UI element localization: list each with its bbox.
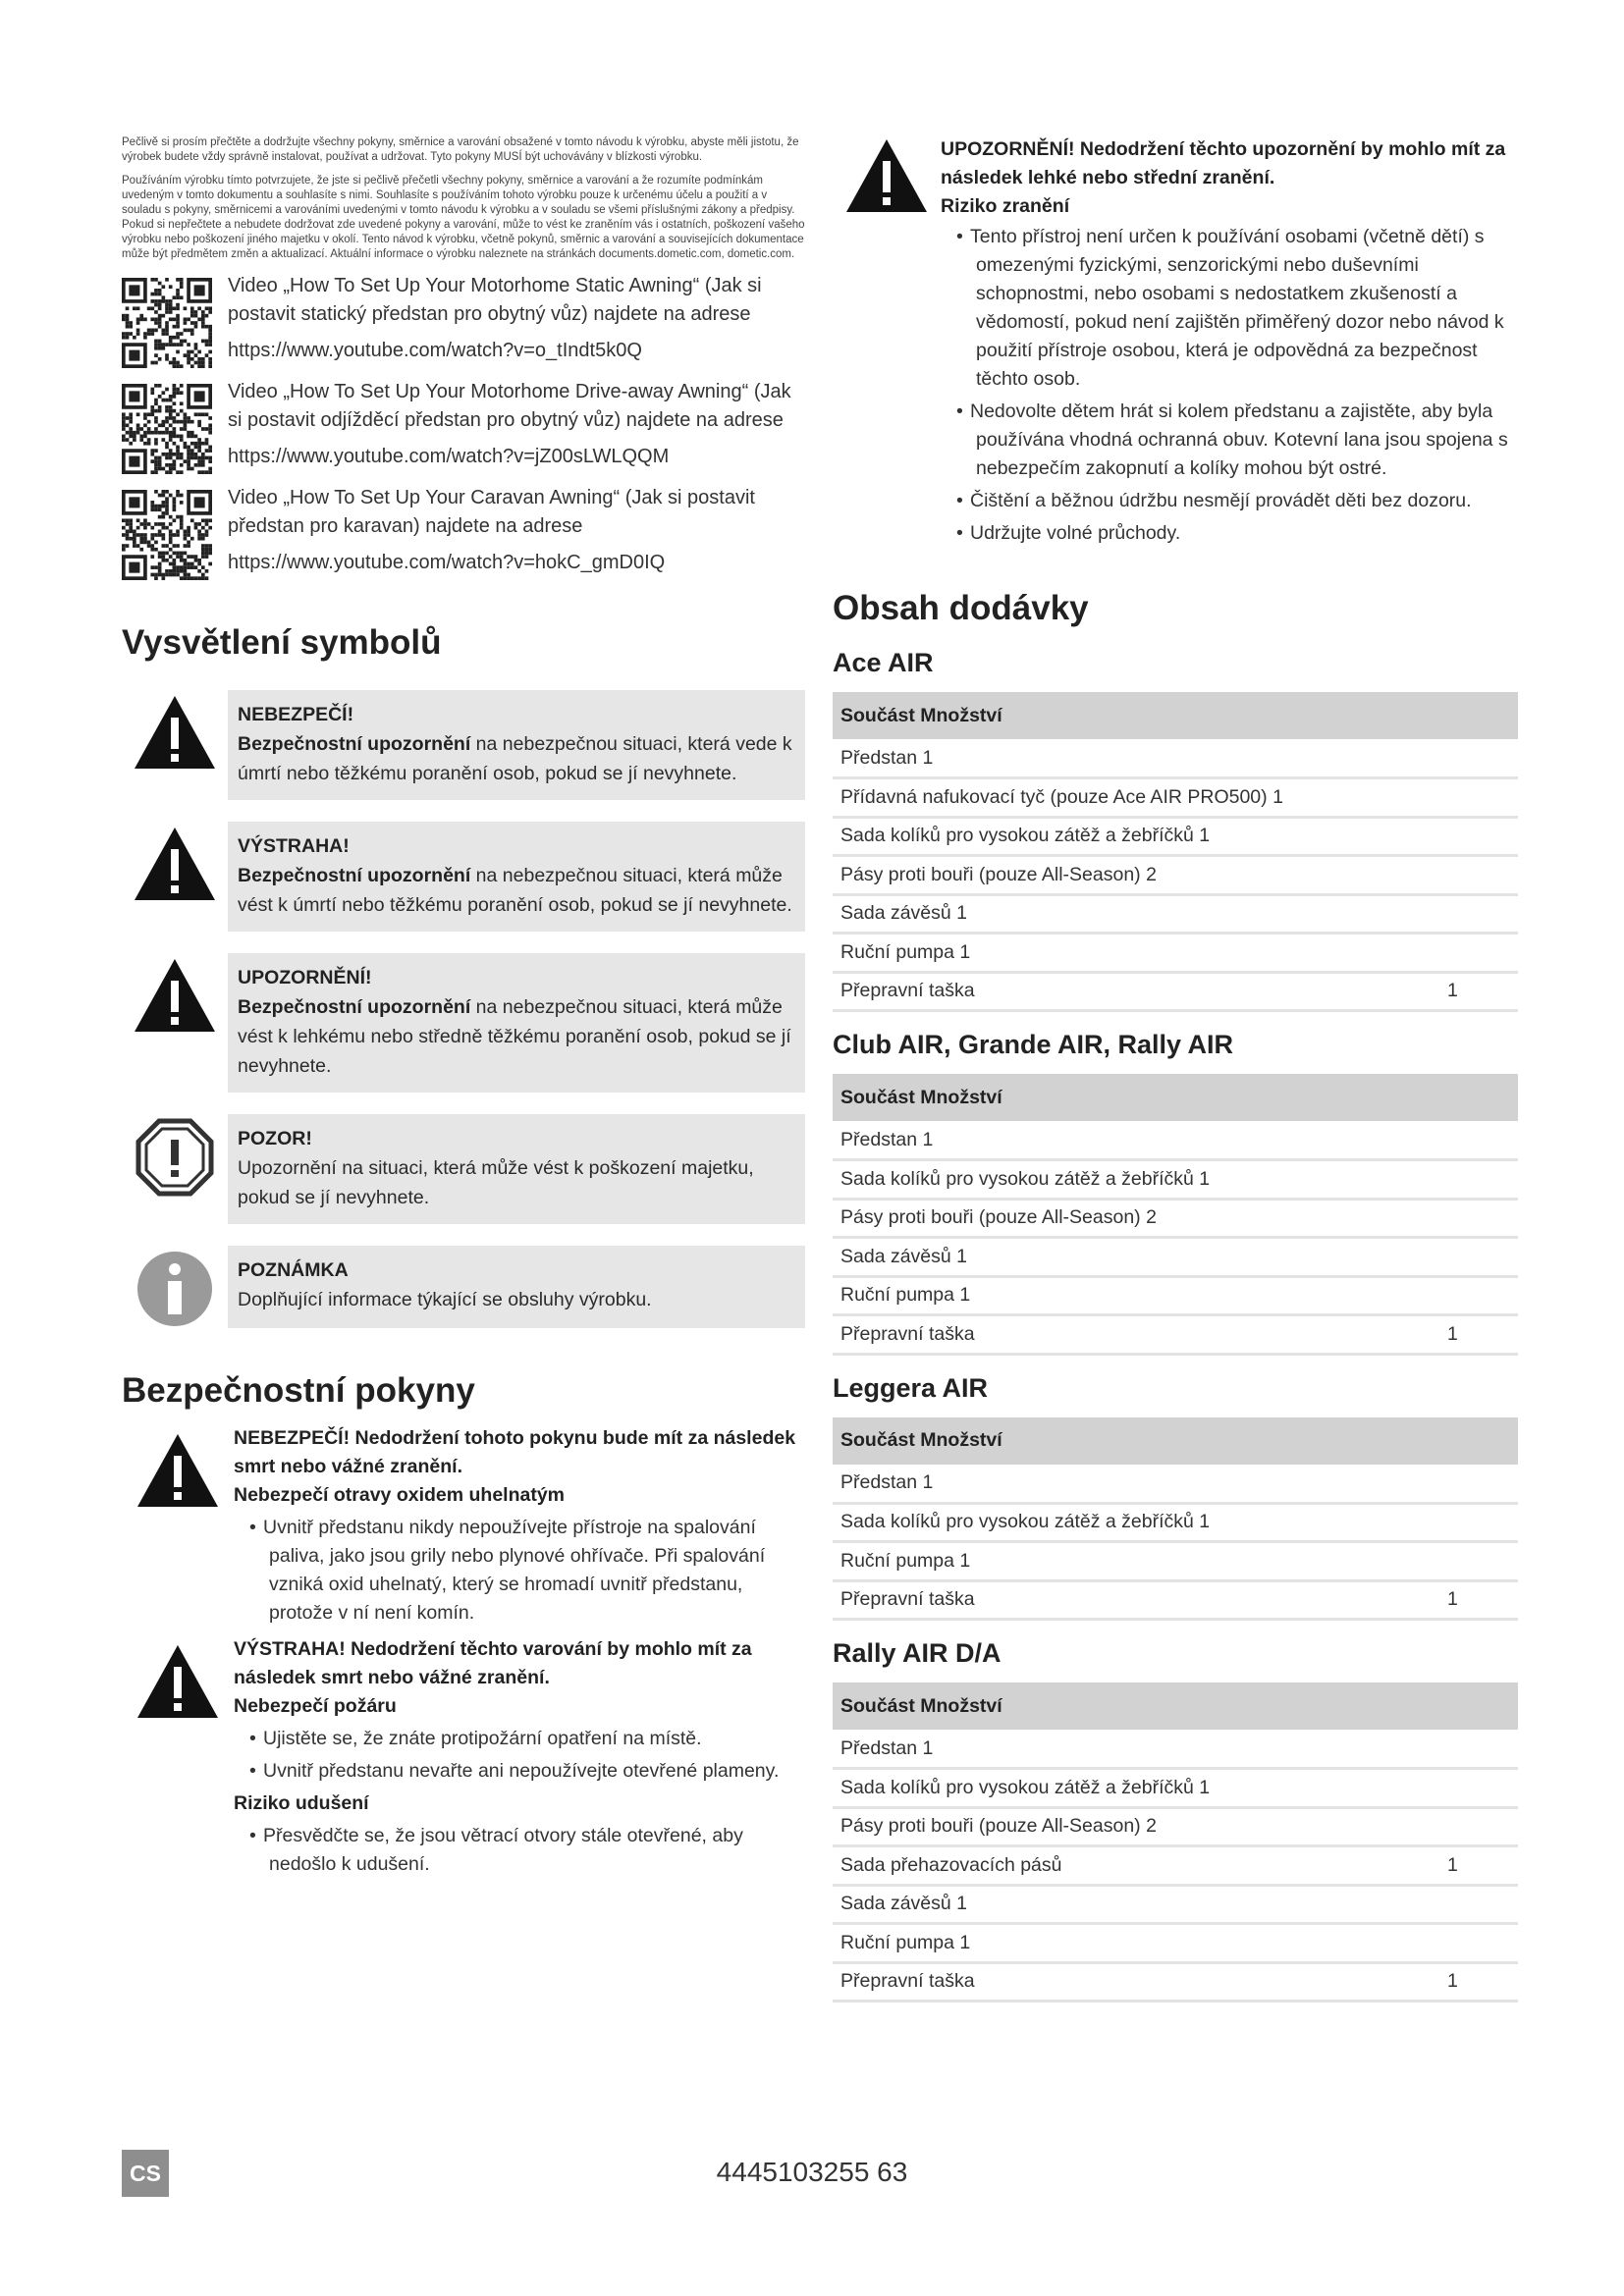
parts-table: [833, 1074, 1518, 1356]
table-row: [833, 894, 1518, 934]
product-heading: Leggera AIR: [833, 1372, 989, 1403]
quantity-cell: [1439, 1503, 1518, 1542]
quantity-cell: [1439, 1542, 1518, 1581]
part-name-cell: Ruční pumpa 1: [833, 1276, 1439, 1315]
part-name-cell: Sada závěsů 1: [833, 1885, 1439, 1924]
safety-caution-subheading: Riziko zranění: [941, 195, 1070, 217]
part-name-cell: Ruční pumpa 1: [833, 934, 1439, 973]
safety-bullet: • Tento přístroj není určen k používání osobami (včetně dětí) s omezenými fyzickými, senzorickými nebo duševními schopnostmi, nebo osobami s nedostatkem zkušeností a vědomostí, pokud není zajištěn přiměřený dozor nebo návod k použití přístroje osobou, která je odpovědná za bezpečnost těchto osob.: [941, 223, 1518, 394]
part-name-cell: Předstan 1: [833, 1465, 1439, 1504]
table-row: [833, 778, 1518, 818]
delivery-heading: Obsah dodávky: [833, 589, 1089, 627]
quantity-cell: [1439, 778, 1518, 818]
safety-danger-heading: NEBEZPEČÍ! Nedodržení tohoto pokynu bude mít za následek smrt nebo vážné zranění.: [234, 1427, 796, 1477]
part-name-cell: Pásy proti bouři (pouze All-Season) 2: [833, 1199, 1439, 1238]
symbol-title: NEBEZPEČÍ!: [238, 704, 354, 725]
left-column: [122, 135, 805, 1879]
qr-code-icon: [122, 490, 212, 580]
part-name-cell: Sada kolíků pro vysokou zátěž a žebříčků 1: [833, 1160, 1439, 1200]
table-row: [833, 1962, 1518, 2002]
table-row: [833, 1238, 1518, 1277]
part-name-cell: Sada přehazovacích pásů: [833, 1846, 1439, 1886]
part-name-cell: Sada závěsů 1: [833, 894, 1439, 934]
table-header-row: [833, 692, 1518, 739]
qr-code-icon: [122, 278, 212, 368]
symbol-note: [122, 1246, 805, 1328]
part-name-cell: Sada kolíků pro vysokou zátěž a žebříčků 1: [833, 1503, 1439, 1542]
video-link[interactable]: https://www.youtube.com/watch?v=hokC_gmD0IQ: [228, 552, 666, 573]
video-description: Video „How To Set Up Your Caravan Awning“ (Jak si postavit předstan pro karavan) najdete na adrese: [228, 487, 755, 537]
intro-paragraph-1: Pečlivě si prosím přečtěte a dodržujte všechny pokyny, směrnice a varování obsažené v tomto návodu k výrobku, abyste měli jistotu, že výrobek budete vždy správně instalovat, používat a udržovat. Tyto pokyny MUSÍ být uchovávány v blízkosti výrobku.: [122, 136, 799, 163]
quantity-cell: [1439, 1199, 1518, 1238]
part-name-cell: Přepravní taška: [833, 1580, 1439, 1620]
part-name-cell: Přídavná nafukovací tyč (pouze Ace AIR PRO500) 1: [833, 778, 1439, 818]
quantity-cell: 1: [1439, 1580, 1518, 1620]
table-header: Součást Množství: [833, 1074, 1518, 1121]
product-heading: Rally AIR D/A: [833, 1638, 1001, 1668]
safety-warning-subheading: Nebezpečí požáru: [234, 1695, 397, 1717]
symbol-text: na nebezpečnou situaci, která může vést k lehkému nebo středně těžkému poranění osob, pokud se jí nevyhnete.: [238, 996, 791, 1077]
quantity-cell: [1439, 1276, 1518, 1315]
video-link[interactable]: https://www.youtube.com/watch?v=jZ00sLWLQQM: [228, 446, 670, 467]
quantity-cell: [1439, 1238, 1518, 1277]
quantity-cell: 1: [1439, 972, 1518, 1011]
symbol-bold-text: Bezpečnostní upozornění: [238, 865, 471, 886]
delivery-tables: [833, 648, 1518, 2002]
video-description: Video „How To Set Up Your Motorhome Drive-away Awning“ (Jak si postavit odjížděcí předstan pro obytný vůz) najdete na adrese: [228, 381, 791, 431]
video-item-1: [122, 272, 805, 368]
safety-danger-block: [122, 1424, 805, 1628]
symbol-text: na nebezpečnou situaci, která vede k úmrtí nebo těžkému poranění osob, pokud se jí nevyhnete.: [238, 733, 792, 784]
table-row: [833, 1580, 1518, 1620]
intro-paragraph-2: Používáním výrobku tímto potvrzujete, že jste si pečlivě přečetli všechny pokyny, směrnice a varování a že rozumíte podmínkám uvedeným v tomto dokumentu a souhlasíte s nimi. Souhlasíte s používáním tohoto výrobku pouze k určenému účelu a použití a v souladu s pokyny, směrnicemi a varováními uvedenými v tomto návodu k výrobku a v souladu se všemi příslušnými zákony a předpisy. Pokud si nepřečtete a nebudete dodržovat zde uvedené pokyny a varování, může to vést ke zraněním vás i ostatních, poškození vašeho výrobku nebo poškození jiného majetku v okolí. Tento návod k výrobku, včetně pokynů, směrnic a varování a souvisejících dokumentace může být předmětem změn a aktualizací. Aktuální informace o výrobku naleznete na stránkách documents.dometic.com, dometic.com.: [122, 175, 805, 260]
table-row: [833, 1769, 1518, 1808]
parts-table: [833, 1417, 1518, 1622]
symbol-bold-text: Bezpečnostní upozornění: [238, 996, 471, 1018]
table-row: [833, 1542, 1518, 1581]
table-row: [833, 817, 1518, 856]
quantity-cell: [1439, 934, 1518, 973]
safety-bullet: • Ujistěte se, že znáte protipožární opatření na místě.: [234, 1725, 805, 1753]
caution-triangle-icon: [844, 137, 929, 214]
symbol-text: na nebezpečnou situaci, která může vést k úmrtí nebo těžkému poranění osob, pokud se jí nevyhnete.: [238, 865, 792, 916]
danger-triangle-icon: [133, 694, 217, 771]
symbol-caution: [122, 953, 805, 1093]
quantity-cell: [1439, 817, 1518, 856]
quantity-cell: 1: [1439, 1315, 1518, 1355]
table-row: [833, 1315, 1518, 1355]
notice-octagon-icon: [135, 1118, 214, 1197]
quantity-cell: [1439, 1807, 1518, 1846]
video-item-2: [122, 378, 805, 474]
video-link[interactable]: https://www.youtube.com/watch?v=o_tIndt5k0Q: [228, 340, 642, 361]
table-row: [833, 1276, 1518, 1315]
table-row: [833, 1121, 1518, 1160]
part-name-cell: Předstan 1: [833, 1121, 1439, 1160]
safety-bullet: • Nedovolte dětem hrát si kolem předstanu a zajistěte, aby byla používána vhodná ochranná obuv. Kotevní lana jsou spojena s nebezpečím zakopnutí a kolíky mohou být ostré.: [941, 398, 1518, 483]
symbol-notice: [122, 1114, 805, 1224]
part-name-cell: Přepravní taška: [833, 1315, 1439, 1355]
table-header-row: [833, 1074, 1518, 1121]
symbol-text: Upozornění na situaci, která může vést k poškození majetku, pokud se jí nevyhnete.: [238, 1157, 754, 1208]
table-row: [833, 1465, 1518, 1504]
table-header: Součást Množství: [833, 1417, 1518, 1465]
part-name-cell: Předstan 1: [833, 739, 1439, 778]
part-name-cell: Přepravní taška: [833, 1962, 1439, 2002]
quantity-cell: [1439, 856, 1518, 895]
safety-bullet: • Uvnitř předstanu nevařte ani nepoužívejte otevřené plameny.: [234, 1757, 805, 1786]
quantity-cell: 1: [1439, 1846, 1518, 1886]
product-heading: Club AIR, Grande AIR, Rally AIR: [833, 1030, 1234, 1059]
warning-triangle-icon: [135, 1643, 220, 1720]
right-column: [833, 135, 1518, 2002]
language-badge: CS: [122, 2150, 169, 2197]
video-description: Video „How To Set Up Your Motorhome Static Awning“ (Jak si postavit statický předstan pro obytný vůz) najdete na adrese: [228, 275, 762, 325]
table-header-row: [833, 1417, 1518, 1465]
safety-bullet: • Udržujte volné průchody.: [941, 519, 1518, 548]
symbol-title: POZOR!: [238, 1128, 312, 1149]
symbol-warning: [122, 822, 805, 932]
table-row: [833, 1199, 1518, 1238]
parts-table: [833, 1682, 1518, 2002]
table-row: [833, 1160, 1518, 1200]
symbol-title: POZNÁMKA: [238, 1259, 349, 1281]
symbol-danger: [122, 690, 805, 800]
qr-code-icon: [122, 384, 212, 474]
safety-bullet: • Uvnitř předstanu nikdy nepoužívejte přístroje na spalování paliva, jako jsou grily nebo plynové ohřívače. Při spalování vzniká oxid uhelnatý, který se hromadí uvnitř předstanu, protože v ní není komín.: [234, 1514, 805, 1628]
part-name-cell: Přepravní taška: [833, 972, 1439, 1011]
quantity-cell: 1: [1439, 1962, 1518, 2002]
danger-triangle-icon: [135, 1432, 220, 1509]
quantity-cell: [1439, 1121, 1518, 1160]
quantity-cell: [1439, 1885, 1518, 1924]
safety-warning-block: [122, 1635, 805, 1879]
part-name-cell: Pásy proti bouři (pouze All-Season) 2: [833, 1807, 1439, 1846]
table-row: [833, 934, 1518, 973]
symbol-bold-text: Bezpečnostní upozornění: [238, 733, 471, 755]
safety-warning-subheading: Riziko udušení: [234, 1792, 369, 1814]
product-heading: Ace AIR: [833, 648, 934, 677]
safety-warning-heading: VÝSTRAHA! Nedodržení těchto varování by mohlo mít za následek smrt nebo vážné zranění.: [234, 1638, 752, 1688]
safety-bullet: • Přesvědčte se, že jsou větrací otvory stále otevřené, aby nedošlo k udušení.: [234, 1822, 805, 1879]
warning-triangle-icon: [133, 826, 217, 902]
part-name-cell: Ruční pumpa 1: [833, 1924, 1439, 1963]
part-name-cell: Sada kolíků pro vysokou zátěž a žebříčků 1: [833, 1769, 1439, 1808]
table-row: [833, 1503, 1518, 1542]
video-item-3: [122, 484, 805, 580]
safety-bullet: • Čištění a běžnou údržbu nesmějí provádět děti bez dozoru.: [941, 487, 1518, 515]
table-row: [833, 972, 1518, 1011]
table-row: [833, 1807, 1518, 1846]
table-header-row: [833, 1682, 1518, 1730]
quantity-cell: [1439, 1730, 1518, 1769]
symbol-title: UPOZORNĚNÍ!: [238, 967, 372, 988]
part-name-cell: Sada závěsů 1: [833, 1238, 1439, 1277]
quantity-cell: [1439, 1465, 1518, 1504]
symbol-title: VÝSTRAHA!: [238, 835, 350, 857]
table-row: [833, 1730, 1518, 1769]
table-row: [833, 1885, 1518, 1924]
safety-heading: Bezpečnostní pokyny: [122, 1371, 475, 1410]
table-header: Součást Množství: [833, 692, 1518, 739]
table-row: [833, 1846, 1518, 1886]
quantity-cell: [1439, 1160, 1518, 1200]
part-name-cell: Sada kolíků pro vysokou zátěž a žebříčků 1: [833, 817, 1439, 856]
part-name-cell: Předstan 1: [833, 1730, 1439, 1769]
safety-caution-heading: UPOZORNĚNÍ! Nedodržení těchto upozornění by mohlo mít za následek lehké nebo střední zranění.: [941, 138, 1506, 188]
table-row: [833, 739, 1518, 778]
safety-danger-subheading: Nebezpečí otravy oxidem uhelnatým: [234, 1484, 566, 1506]
info-circle-icon: [135, 1250, 214, 1328]
parts-table: [833, 692, 1518, 1012]
part-name-cell: Ruční pumpa 1: [833, 1542, 1439, 1581]
quantity-cell: [1439, 739, 1518, 778]
quantity-cell: [1439, 1924, 1518, 1963]
table-row: [833, 856, 1518, 895]
caution-triangle-icon: [133, 957, 217, 1034]
table-header: Součást Množství: [833, 1682, 1518, 1730]
safety-caution-block: [833, 135, 1518, 548]
table-row: [833, 1924, 1518, 1963]
quantity-cell: [1439, 1769, 1518, 1808]
part-name-cell: Pásy proti bouři (pouze All-Season) 2: [833, 856, 1439, 895]
symbols-heading: Vysvětlení symbolů: [122, 623, 442, 662]
quantity-cell: [1439, 894, 1518, 934]
symbol-text: Doplňující informace týkající se obsluhy výrobku.: [238, 1289, 652, 1310]
page-number: 4445103255 63: [716, 2157, 908, 2187]
